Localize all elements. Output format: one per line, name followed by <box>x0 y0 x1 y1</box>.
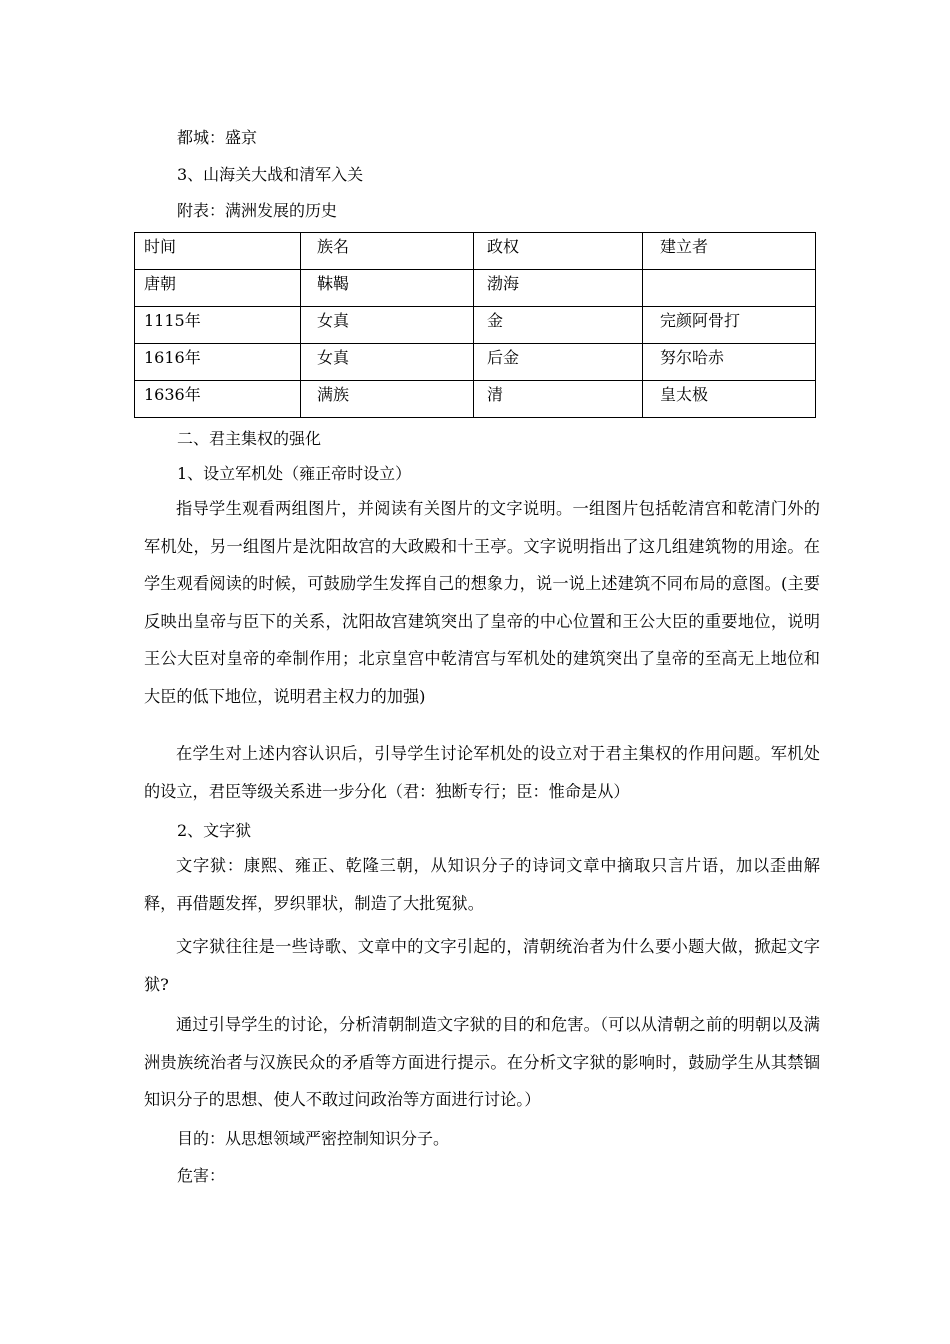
table-caption: 附表：满洲发展的历史 <box>177 201 338 220</box>
table-cell: 女真 <box>301 344 474 381</box>
table-row <box>135 381 816 418</box>
paragraph-text: 通过引导学生的讨论，分析清朝制造文字狱的目的和危害。（可以从清朝之前的明朝以及满洲贵族统治者与汉族民众的矛盾等方面进行提示。在分析文字狱的影响时，鼓励学生从其禁锢知识分子的思想、使人不敢过问政治等方面进行讨论。） <box>144 1015 820 1110</box>
purpose-line: 目的：从思想领域严密控制知识分子。 <box>177 1129 450 1148</box>
table-cell: 渤海 <box>474 270 643 307</box>
table-cell: 后金 <box>474 344 643 381</box>
table-cell <box>643 270 816 307</box>
paragraph-question <box>144 928 820 1003</box>
paragraph-analysis <box>144 1006 820 1119</box>
paragraph-text: 文字狱往往是一些诗歌、文章中的文字引起的，清朝统治者为什么要小题大做，掀起文字狱? <box>144 937 820 994</box>
paragraph-text: 在学生对上述内容认识后，引导学生讨论军机处的设立对于君主集权的作用问题。军机处的设立，君臣等级关系进一步分化（君：独断专行；臣：惟命是从） <box>144 744 820 801</box>
section-two-heading: 二、君主集权的强化 <box>177 429 322 448</box>
table-cell: 1616年 <box>135 344 301 381</box>
header-ethnic-name: 族名 <box>301 233 474 270</box>
table-cell: 靺鞨 <box>301 270 474 307</box>
table-row <box>135 270 816 307</box>
paragraph-literary-inquisition <box>144 847 820 922</box>
paragraph-grand-council <box>144 490 820 716</box>
table-cell: 努尔哈赤 <box>643 344 816 381</box>
table-cell: 女真 <box>301 307 474 344</box>
table-cell: 满族 <box>301 381 474 418</box>
section-3-heading: 3、山海关大战和清军入关 <box>177 165 364 184</box>
table-cell: 完颜阿骨打 <box>643 307 816 344</box>
table-header-row <box>135 233 816 270</box>
manchu-history-table <box>134 232 816 418</box>
harm-line: 危害： <box>177 1166 226 1185</box>
header-regime: 政权 <box>474 233 643 270</box>
table-cell: 唐朝 <box>135 270 301 307</box>
header-founder: 建立者 <box>643 233 816 270</box>
paragraph-text: 指导学生观看两组图片，并阅读有关图片的文字说明。一组图片包括乾清宫和乾清门外的军机处，另一组图片是沈阳故宫的大政殿和十王亭。文字说明指出了这几组建筑物的用途。在学生观看阅读的时候，可鼓励学生发挥自己的想象力，说一说上述建筑不同布局的意图。(主要反映出皇帝与臣下的关系，沈阳故宫建筑突出了皇帝的中心位置和王公大臣的重要地位，说明王公大臣对皇帝的牵制作用；北京皇宫中乾清宫与军机处的建筑突出了皇帝的至高无上地位和大臣的低下地位，说明君主权力的加强) <box>144 499 820 706</box>
table-row <box>135 344 816 381</box>
paragraph-discussion <box>144 735 820 810</box>
paragraph-text: 文字狱：康熙、雍正、乾隆三朝，从知识分子的诗词文章中摘取只言片语，加以歪曲解释，再借题发挥，罗织罪状，制造了大批冤狱。 <box>144 856 820 913</box>
subsection-1-heading: 1、设立军机处（雍正帝时设立） <box>177 464 412 483</box>
table-cell: 金 <box>474 307 643 344</box>
table-row <box>135 307 816 344</box>
table-cell: 1115年 <box>135 307 301 344</box>
header-time: 时间 <box>135 233 301 270</box>
subsection-2-heading: 2、文字狱 <box>177 821 252 840</box>
table-cell: 1636年 <box>135 381 301 418</box>
capital-line: 都城：盛京 <box>177 128 258 147</box>
table-cell: 皇太极 <box>643 381 816 418</box>
table-cell: 清 <box>474 381 643 418</box>
